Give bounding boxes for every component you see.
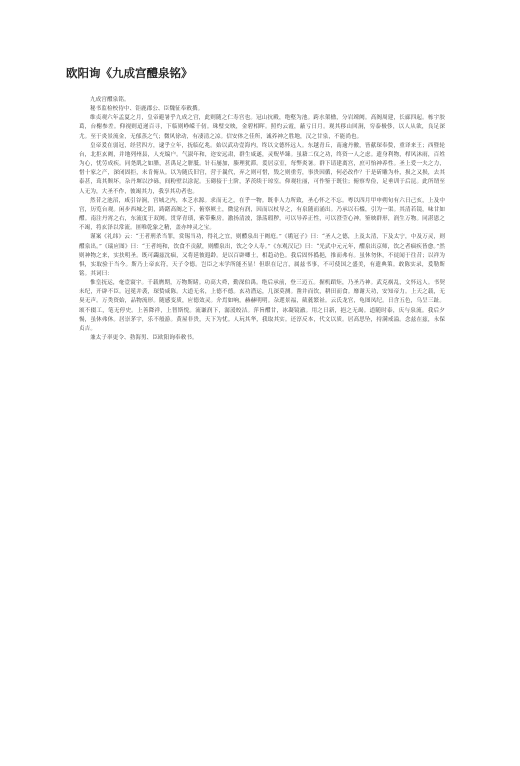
paragraph-citations: 谨案《礼纬》云：“王者刑杀当罪，赏锡当功，得礼之宜，则醴泉出于阙庭。”《鹖冠子》曰：“圣人之德，上及太清，下及太宁，中及万灵，则醴泉出。”《瑞应图》曰：“王者纯和，饮食不贡献，则醴泉出，饮之令人寿。”《东观汉记》曰：“光武中元元年，醴泉出京师，饮之者痼疾皆愈。”然则神物之来，实扶明圣。既可蠲兹沈痼，又将延彼遐龄。是以百辟卿士，相趋动色。我后固怀撝挹，推而弗有。虽休勿休，不徒闻于往昔；以祥为惧，实取验于当今。斯乃上帝玄符，天子令德。岂臣之末学所能丕显！但职在记言，属兹书事，不可使国之盛美，有遗典策。敢陈实录，爰勒斯铭。其词曰： [79, 234, 445, 277]
paragraph-spring: 然昔之池沼，咸引谷涧，宫城之内，本乏水源。求而无之，在乎一物。既非人力所致，圣心怀之不忘。粤以四月甲申朔旬有六日己亥，上及中宫，历览台观。闲步西城之阴，踌躇高阁之下，俯察厥土，微觉有润，因而以杖导之，有泉随而涌出。乃承以石槛，引为一渠。其清若镜，味甘如醴。南注丹霄之右，东流度于双阙。贯穿青琐，萦带紫房。激扬清波，涤荡瑕秽，可以导养正性，可以澄莹心神。鉴映群形，润生万物。同湛恩之不竭，将玄泽以常流。匪唯乾象之精，盖亦坤灵之宝。 [79, 197, 445, 232]
paragraph-calligrapher: 兼太子率更令、勃海男、臣欧阳询奉敕书。 [90, 335, 198, 342]
paragraph-heading: 九成宫醴泉铭。 [90, 97, 130, 103]
paragraph-palace: 维贞观六年孟夏之月，皇帝避暑乎九成之宫，此则随之仁寿宫也。冠山抗殿，绝壑为池。跨水架楹，分岩竦阙。高阁周建，长廊四起。栋宇胶葛，台榭参差。仰视则迢递百寻，下临则峥嵘千仞。珠璧交映，金碧相晖。照灼云霞，蔽亏日月。观其移山回涧，穷泰极侈，以人从欲，良足深尤。至于炎景流金，无郁蒸之气；微风徐动，有凄清之凉。信安体之佳所，诚养神之胜地，汉之甘泉，不能尚也。 [79, 115, 445, 140]
document-title: 欧阳询《九成宫醴泉铭》 [66, 66, 193, 80]
paragraph-inscription: 惟皇抚运，奄壹寰宇。千载膺期，万物斯睹。功高大舜，勤深伯禹。绝后承前，登三迈五。握机蹈矩，乃圣乃神。武克祸乱，文怀远人。书契未纪，开辟不臣。冠冕并袭，琛贽咸陈。大道无名，上德不德。玄功潜运，几深莫测。凿井而饮，耕田而食。靡谢天功，安知帝力。上天之载，无臭无声。万类资始，品物流形。随感变质，应德效灵。介焉如响，赫赫明明。杂遝景福，葳蕤繁祉。云氏龙官，龟图凤纪。日含五色，乌呈三趾。颂不辍工，笔无停史。上善降祥，上智斯悦。流谦润下，潺湲皎洁。萍旨醴甘，冰凝镜澈。用之日新，挹之无竭。道随时泰，庆与泉流。我后夕惕，虽休弗休。居崇茅宇，乐不般游。黄屋非贵，天下为忧。人玩其华，我取其实。还淳反本，代文以质。居高思坠，持满戒溢。念兹在兹，永保贞吉。 [79, 280, 445, 332]
paragraph-author: 秘书监检校侍中、钜鹿郡公、臣魏征奉敕撰。 [90, 106, 204, 113]
document-body [79, 96, 445, 343]
paragraph-emperor: 皇帝爰在弱冠，经营四方，逮乎立年，抚临亿兆。始以武功壹海内，终以文德怀远人。东越青丘，南逾丹徼，皆献琛奉贽，重译来王；西暨轮台，北拒玄阙，并地列州县，人充编户。气淑年和，迩安远肃，群生咸遂，灵贶毕臻。虽藉二仪之功，终资一人之虑。遗身利物，栉风沐雨，百姓为心，忧劳成疾。同尧肌之如腊，甚禹足之胼胝。针石屡加，腠理犹滞。爰居京室，每弊炎暑。群下请建离宫，庶可怡神养性。圣上爱一夫之力，惜十家之产，深闭固拒，未肯俯从。以为随氏旧宫，营于曩代，弃之则可惜，毁之则重劳，事贵因循，何必改作？于是斫雕为朴，损之又损，去其泰甚，葺其颓坏。杂丹墀以沙砾，间粉壁以涂泥。玉砌接于土阶，茅茨续于琼室。仰观壮丽，可作鉴于既往；俯察卑俭，足垂训于后昆。此所谓至人无为，大圣不作，彼竭其力，我享其功者也。 [79, 142, 445, 195]
